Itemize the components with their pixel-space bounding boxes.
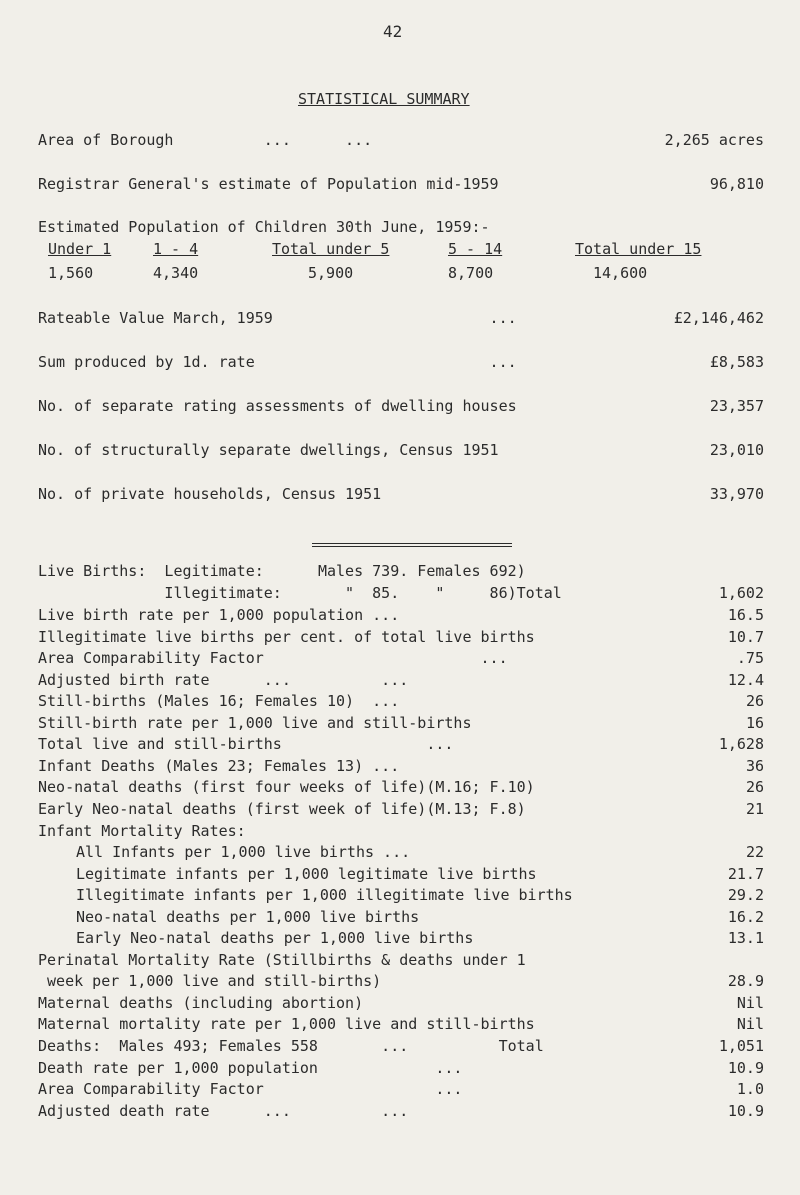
population-row	[38, 175, 764, 193]
row-value: 36	[745, 756, 764, 775]
vital-statistic-row	[38, 778, 764, 796]
row-label: No. of private households, Census 1951	[38, 485, 382, 503]
row-value: 16.2	[727, 907, 764, 926]
row-label: Adjusted death rate ... ...	[38, 1101, 409, 1120]
row-value: 12.4	[727, 670, 764, 689]
children-heading: Estimated Population of Children 30th June, 1959:-	[38, 218, 490, 236]
children-header-under15: Total under 15	[575, 240, 702, 258]
vital-statistic-row	[38, 822, 764, 840]
row-value: 26	[745, 692, 764, 711]
section-divider	[312, 543, 512, 544]
row-label: Perinatal Mortality Rate (Stillbirths & deaths under 1	[38, 950, 526, 969]
row-label: Maternal deaths (including abortion)	[38, 993, 364, 1012]
row-label: Illegitimate: " 85. " 86)Total	[38, 584, 562, 602]
vital-statistic-row	[38, 649, 764, 667]
row-label: Death rate per 1,000 population ...	[38, 1058, 463, 1077]
row-label: Infant Mortality Rates:	[38, 821, 246, 840]
row-value: £2,146,462	[673, 309, 764, 327]
row-label: Maternal mortality rate per 1,000 live and still-births	[38, 1015, 535, 1034]
row-value: £8,583	[709, 353, 764, 371]
children-header-under5: Total under 5	[272, 240, 390, 258]
row-value: 29.2	[727, 886, 764, 905]
row-label: Sum produced by 1d. rate ...	[38, 353, 517, 371]
row-value: 23,357	[709, 397, 764, 415]
row-value: 21.7	[727, 864, 764, 883]
children-value-5to14: 8,700	[448, 264, 494, 282]
live-births-legitimate: Live Births: Legitimate: Males 739. Females 692)	[38, 562, 526, 580]
row-label: Legitimate infants per 1,000 legitimate live births	[76, 864, 537, 883]
row-value: 10.9	[727, 1058, 764, 1077]
row-value: 28.9	[727, 972, 764, 991]
vital-statistic-row	[76, 908, 764, 926]
rateable-value-row	[38, 309, 764, 327]
row-value: 22	[745, 843, 764, 862]
vital-statistic-row	[38, 735, 764, 753]
row-value: Nil	[736, 993, 764, 1012]
row-value: 10.7	[727, 627, 764, 646]
vital-statistic-row	[38, 1102, 764, 1120]
row-label: Infant Deaths (Males 23; Females 13) ...	[38, 756, 400, 775]
row-value: 21	[745, 799, 764, 818]
row-label: Illegitimate live births per cent. of total live births	[38, 627, 535, 646]
page-title: STATISTICAL SUMMARY	[298, 90, 470, 108]
vital-statistic-row	[38, 951, 764, 969]
row-label: Registrar General's estimate of Population mid-1959	[38, 175, 499, 193]
vital-statistic-row	[76, 886, 764, 904]
children-header-5to14: 5 - 14	[448, 240, 503, 258]
row-value: 1,602	[718, 584, 764, 602]
children-value-under5: 5,900	[308, 264, 354, 282]
row-value: 33,970	[709, 485, 764, 503]
vital-statistic-row	[76, 843, 764, 861]
page-number: 42	[383, 22, 403, 41]
row-label: Still-birth rate per 1,000 live and still-births	[38, 713, 472, 732]
vital-statistic-row	[76, 929, 764, 947]
row-value: 13.1	[727, 929, 764, 948]
children-value-under1: 1,560	[48, 264, 94, 282]
households-row	[38, 485, 764, 503]
row-label: Adjusted birth rate ... ...	[38, 670, 409, 689]
vital-statistic-row	[38, 1059, 764, 1077]
children-header-under1: Under 1	[48, 240, 112, 258]
row-value: 10.9	[727, 1101, 764, 1120]
rating-assessments-row	[38, 397, 764, 415]
vital-statistic-row	[38, 800, 764, 818]
vital-statistic-row	[38, 757, 764, 775]
row-label: Rateable Value March, 1959 ...	[38, 309, 517, 327]
live-births-illegitimate-row	[38, 584, 764, 602]
vital-statistic-row	[38, 714, 764, 732]
row-label: Neo-natal deaths per 1,000 live births	[76, 907, 420, 926]
vital-statistic-row	[38, 1037, 764, 1055]
row-value: 16.5	[727, 606, 764, 624]
row-value: 96,810	[709, 175, 764, 193]
vital-statistic-row	[38, 671, 764, 689]
row-value: 2,265 acres	[664, 131, 764, 149]
vital-statistic-row	[38, 1080, 764, 1098]
row-value: 1,051	[718, 1037, 764, 1055]
row-label: Area of Borough ... ...	[38, 131, 373, 149]
vital-statistic-row	[38, 692, 764, 710]
row-value: 16	[745, 713, 764, 732]
vital-statistic-row	[38, 994, 764, 1012]
children-value-1to4: 4,340	[153, 264, 199, 282]
vital-statistic-row	[38, 972, 764, 990]
penny-rate-row	[38, 353, 764, 371]
row-value: 1.0	[736, 1080, 764, 1099]
row-label: Early Neo-natal deaths (first week of life)(M.13; F.8)	[38, 799, 526, 818]
row-value: 26	[745, 778, 764, 797]
row-label: week per 1,000 live and still-births)	[38, 972, 382, 991]
row-value: 23,010	[709, 441, 764, 459]
row-value: Nil	[736, 1015, 764, 1034]
row-label: No. of separate rating assessments of dwelling houses	[38, 397, 517, 415]
vital-statistic-row	[76, 865, 764, 883]
row-label: Total live and still-births ...	[38, 735, 454, 754]
row-label: Illegitimate infants per 1,000 illegitimate live births	[76, 886, 573, 905]
row-label: Live birth rate per 1,000 population ...	[38, 606, 400, 624]
dwellings-row	[38, 441, 764, 459]
area-row	[38, 131, 764, 149]
section-divider	[312, 546, 512, 547]
row-label: All Infants per 1,000 live births ...	[76, 843, 411, 862]
row-label: Area Comparability Factor ...	[38, 649, 508, 668]
row-label: Deaths: Males 493; Females 558 ... Total	[38, 1037, 544, 1055]
row-label: Still-births (Males 16; Females 10) ...	[38, 692, 400, 711]
children-header-1to4: 1 - 4	[153, 240, 199, 258]
row-value: .75	[736, 649, 764, 668]
row-value: 1,628	[718, 735, 764, 754]
vital-statistic-row	[38, 606, 764, 624]
row-label: No. of structurally separate dwellings, Census 1951	[38, 441, 499, 459]
vital-statistic-row	[38, 628, 764, 646]
vital-statistic-row	[38, 1015, 764, 1033]
row-label: Area Comparability Factor ...	[38, 1080, 463, 1099]
row-label: Neo-natal deaths (first four weeks of life)(M.16; F.10)	[38, 778, 535, 797]
row-label: Early Neo-natal deaths per 1,000 live births	[76, 929, 474, 948]
children-value-under15: 14,600	[593, 264, 648, 282]
